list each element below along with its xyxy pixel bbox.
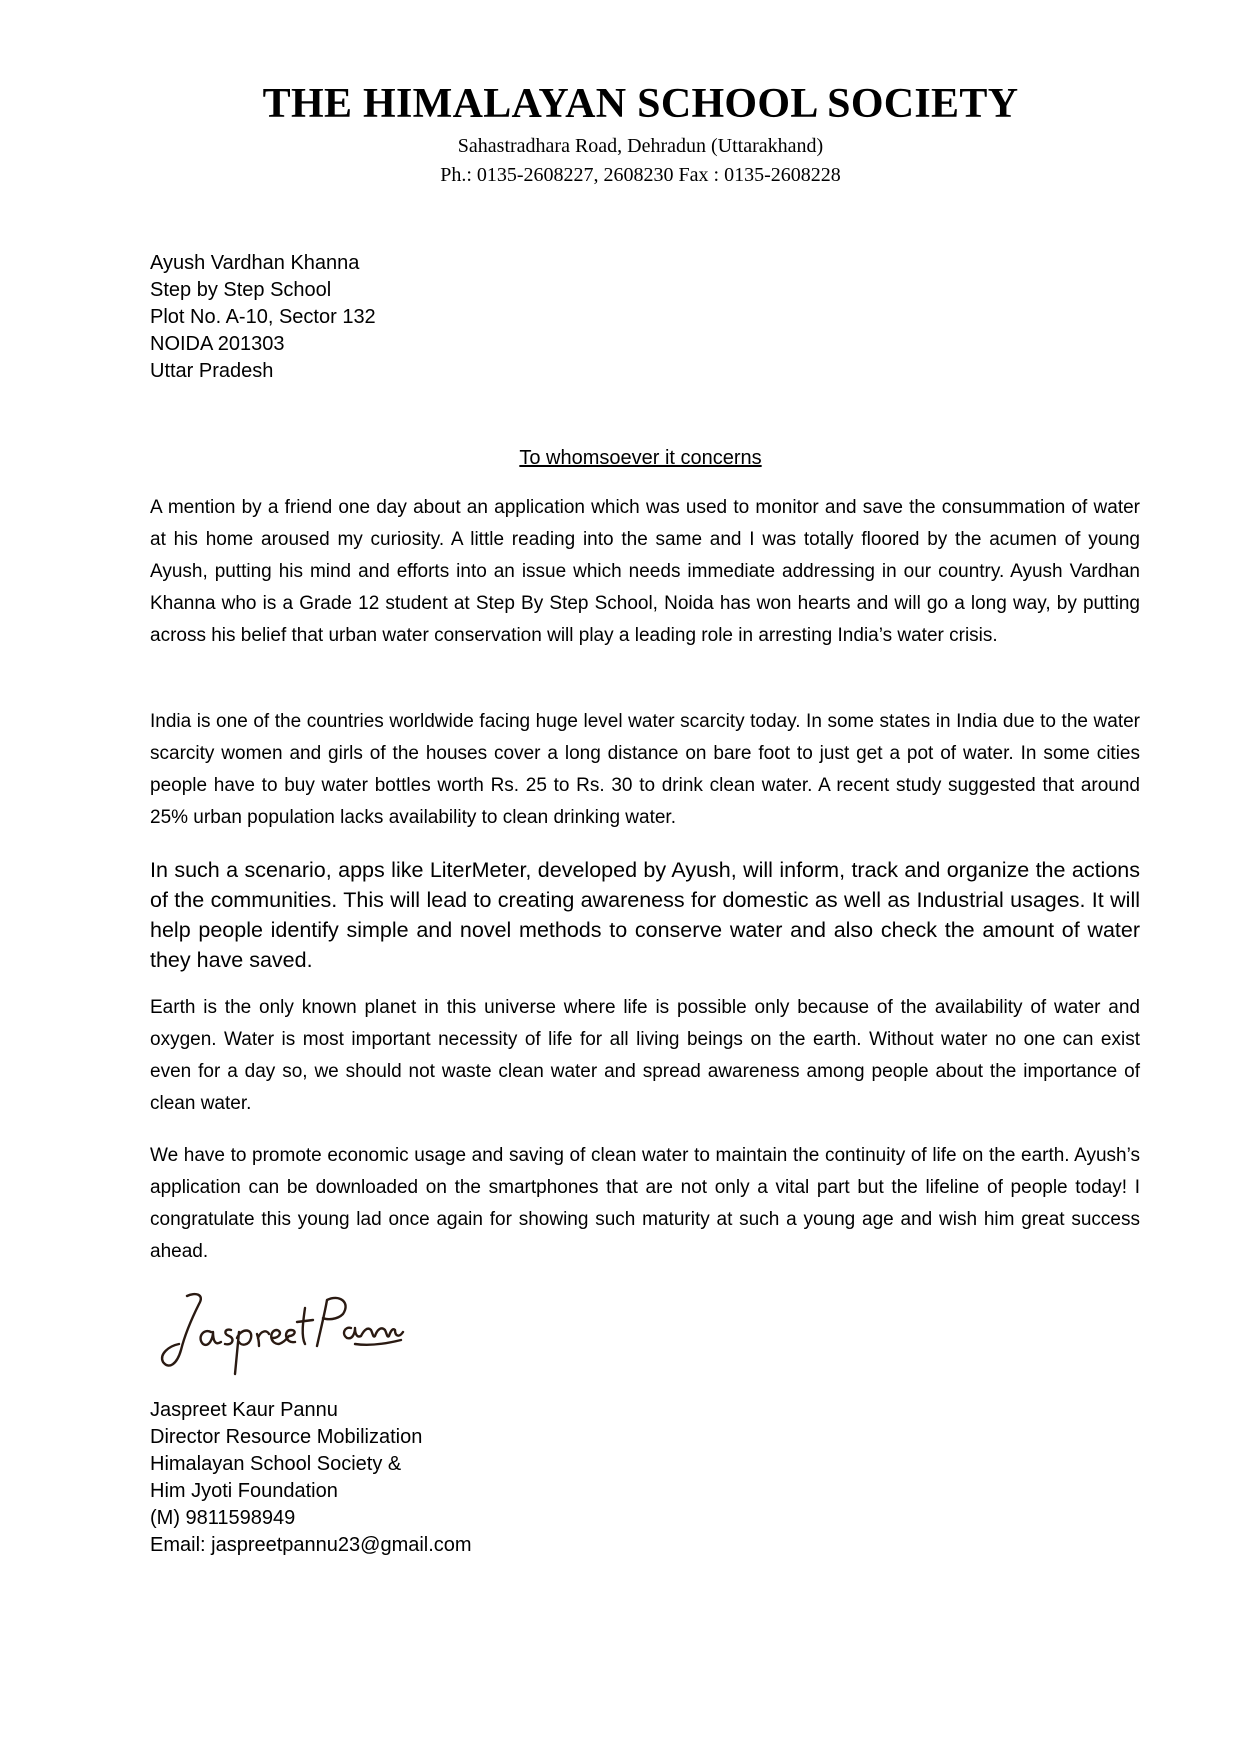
recipient-address-block [150, 250, 376, 385]
signature-strokes [162, 1294, 403, 1374]
body-paragraph-3: In such a scenario, apps like LiterMeter, developed by Ayush, will inform, track and organize the actions of the communities. This will lead to creating awareness for domestic as well as Industrial usages. It will help people identify simple and novel methods to conserve water and also check the amount of water they have saved. [150, 858, 1140, 972]
recipient-street: Plot No. A-10, Sector 132 [150, 306, 376, 328]
recipient-name: Ayush Vardhan Khanna [150, 252, 360, 274]
body-paragraph-1: A mention by a friend one day about an application which was used to monitor and save the consummation of water at his home aroused my curiosity. A little reading into the same and I was totally floored by the acumen of young Ayush, putting his mind and efforts into an issue which needs immediate addressing in our country. Ayush Vardhan Khanna who is a Grade 12 student at Step By Step School, Noida has won hearts and will go a long way, by putting across his belief that urban water conservation will play a leading role in arresting India’s water crisis. [150, 497, 1140, 646]
signer-email: Email: jaspreetpannu23@gmail.com [150, 1534, 472, 1556]
body-paragraph-4: Earth is the only known planet in this universe where life is possible only because of the availability of water and oxygen. Water is most important necessity of life for all living beings on the earth. Without water no one can exist even for a day so, we should not waste clean water and spread awareness among people about the importance of clean water. [150, 997, 1140, 1114]
letterhead [0, 76, 1241, 190]
recipient-state: Uttar Pradesh [150, 360, 274, 382]
recipient-city: NOIDA 201303 [150, 333, 285, 355]
recipient-school: Step by Step School [150, 279, 332, 301]
signer-title: Director Resource Mobilization [150, 1426, 423, 1448]
signer-name: Jaspreet Kaur Pannu [150, 1399, 338, 1421]
signer-mobile: (M) 9811598949 [150, 1507, 296, 1529]
signer-details [150, 1397, 472, 1559]
organization-contact: Ph.: 0135-2608227, 2608230 Fax : 0135-2608228 [440, 164, 841, 186]
organization-name: THE HIMALAYAN SCHOOL SOCIETY [262, 81, 1019, 127]
body-paragraph-2: India is one of the countries worldwide facing huge level water scarcity today. In some states in India due to the water scarcity women and girls of the houses cover a long distance on bare foot to just get a pot of water. In some cities people have to buy water bottles worth Rs. 25 to Rs. 30 to drink clean water. A recent study suggested that around 25% urban population lacks availability to clean drinking water. [150, 711, 1140, 828]
organization-address: Sahastradhara Road, Dehradun (Uttarakhand) [457, 135, 824, 157]
subject-line: To whomsoever it concerns [519, 447, 762, 469]
signer-organization-2: Him Jyoti Foundation [150, 1480, 338, 1502]
handwritten-signature [155, 1288, 405, 1383]
signer-organization-1: Himalayan School Society & [150, 1453, 402, 1475]
body-paragraph-5: We have to promote economic usage and saving of clean water to maintain the continuity of life on the earth. Ayush’s application can be downloaded on the smartphones that are not only a vital part but the lifeline of people today! I congratulate this young lad once again for showing such maturity at such a young age and wish him great success ahead. [150, 1145, 1140, 1262]
